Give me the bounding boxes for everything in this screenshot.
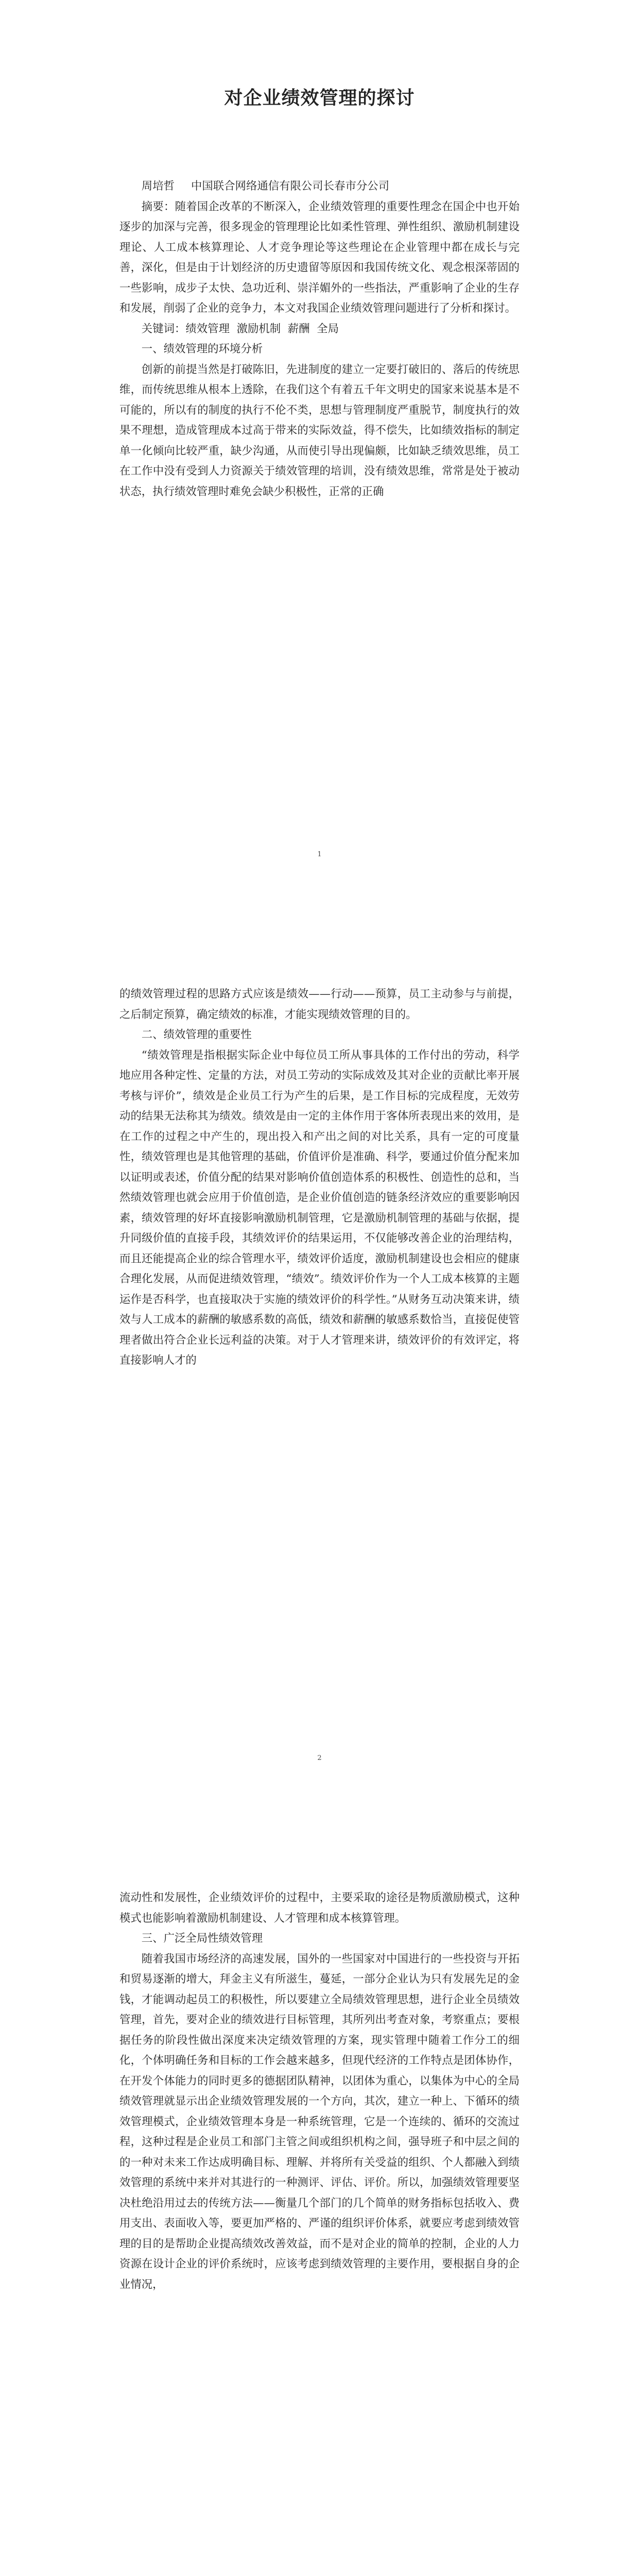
keyword-3: 薪酬	[287, 322, 310, 335]
page-number-1: 1	[317, 851, 322, 858]
page-3-content	[119, 1888, 520, 2295]
page-number-2: 2	[317, 1754, 322, 1762]
section-1-paragraph: 创新的前提当然是打破陈旧，先进制度的建立一定要打破旧的、落后的传统思维，而传统思维从根本上透除，在我们这个有着五千年文明史的国家来说基本是不可能的，所以有的制度的执行不伦不类，思想与管理制度严重脱节，制度执行的效果不理想，造成管理成本过高于带来的实际效益，得不偿失，比如绩效指标的制定单一化倾向比较严重，缺少沟通，从而使引导出现偏颇，比如缺乏绩效思维，员工在工作中没有受到人力资源关于绩效管理的培训，没有绩效思维，常常是处于被动状态，执行绩效管理时难免会缺少积极性，正常的正确	[119, 363, 520, 498]
keyword-1: 绩效管理	[185, 322, 230, 335]
keyword-2: 激励机制	[236, 322, 281, 335]
abstract: 摘要：随着国企改革的不断深入，企业绩效管理的重要性理念在国企中也开始逐步的加深与完善，很多现金的管理理论比如柔性管理、弹性组织、激励机制建设理论、人工成本核算理论、人才竞争理论等这些理论在企业管理中都在成长与完善，深化，但是由于计划经济的历史遗留等原因和我国传统文化、观念根深蒂固的一些影响，成步子太快、急功近利、崇洋媚外的一些指法，严重影响了企业的生存和发展，削弱了企业的竞争力，本文对我国企业绩效管理问题进行了分析和探讨。	[119, 200, 520, 315]
author-name: 周培哲	[141, 180, 175, 193]
page-1	[0, 0, 639, 904]
section-1-heading: 一、绩效管理的环境分析	[141, 343, 263, 355]
page-2-continuation: 的绩效管理过程的思路方式应该是绩效——行动——预算，员工主动参与与前提，之后制定预算，确定绩效的标准，才能实现绩效管理的目的。	[119, 988, 520, 1021]
author-affiliation: 中国联合网络通信有限公司长春市分公司	[191, 180, 390, 193]
page-3-continuation: 流动性和发展性，企业绩效评价的过程中，主要采取的途径是物质激励模式，这种模式也能影响着激励机制建设、人才管理和成本核算管理。	[119, 1891, 520, 1925]
keywords-line: 关键词：绩效管理 激励机制 薪酬 全局	[141, 322, 339, 335]
keyword-4: 全局	[317, 322, 339, 335]
section-3-paragraph: 随着我国市场经济的高速发展，国外的一些国家对中国进行的一些投资与开拓和贸易逐渐的增大，拜金主义有所滋生，蔓延，一部分企业认为只有发展先足的金钱，才能调动起员工的积极性，所以要建立全局绩效管理思想，进行企业全员绩效管理，首先，要对企业的绩效进行目标管理，其所列出考查对象，考察重点；要根据任务的阶段性做出深度来决定绩效管理的方案，现实管理中随着工作分工的细化，个体明确任务和目标的工作会越来越多，但现代经济的工作特点是团体协作，在开发个体能力的同时更多的德据团队精神，以团体为重心，以集体为中心的全局绩效管理就显示出企业绩效管理发展的一个方向，其次，建立一种上、下循环的绩效管理模式，企业绩效管理本身是一种系统管理，它是一个连续的、循环的交流过程，这种过程是企业员工和部门主管之间或组织机构之间，强导班子和中层之间的的一种对未来工作达成明确目标、理解、并将所有关受益的组织、个人都融入到绩效管理的系统中来并对其进行的一种测评、评估、评价。所以，加强绩效管理要坚决杜绝沿用过去的传统方法——衡量几个部门的几个简单的财务指标包括收入、费用支出、表面收入等，要更加严格的、严谨的组织评价体系，就要应考虑到绩效管理的目的是帮助企业提高绩效改善效益，而不是对企业的简单的控制，企业的人力资源在设计企业的评价系统时，应该考虑到绩效管理的主要作用，要根据自身的企业情况，	[119, 1952, 520, 2291]
section-3-heading: 三、广泛全局性绩效管理	[141, 1932, 263, 1945]
section-2-paragraph: “绩效管理是指根据实际企业中每位员工所从事具体的工作付出的劳动，科学地应用各种定性、定量的方法，对员工劳动的实际成效及其对企业的贡献比率开展考核与评价”，绩效是企业员工行为产生的后果，是工作目标的完成程度，无效劳动的结果无法称其为绩效。绩效是由一定的主体作用于客体所表现出来的效用，是在工作的过程之中产生的，现出投入和产出之间的对比关系，具有一定的可度量性，绩效管理也是其他管理的基础，价值评价是准确、科学，要通过价值分配来加以证明或表述，价值分配的结果对影响价值创造体系的积极性、创造性的总和，当然绩效管理也就会应用于价值创造，是企业价值创造的链条经济效应的重要影响因素，绩效管理的好坏直接影响激励机制管理，它是激励机制管理的基础与依据，提升同级价值的直接手段，其绩效评价的结果运用，不仅能够改善企业的治理结构，而且还能提高企业的综合管理水平，绩效评价适度，激励机制建设也会相应的健康合理化发展，从而促进绩效管理，“绩效”。绩效评价作为一个人工成本核算的主题运作是否科学，也直接取决于实施的绩效评价的科学性。”从财务互动决策来讲，绩效与人工成本的薪酬的敏感系数的高低，绩效和薪酬的敏感系数恰当，直接促使管理者做出符合企业长远利益的决策。对于人才管理来讲，绩效评价的有效评定，将直接影响人才的	[119, 1048, 520, 1367]
page-2	[0, 904, 639, 1807]
author-line	[119, 176, 520, 197]
document-title: 对企业绩效管理的探讨	[224, 87, 415, 109]
page-1-content	[119, 176, 520, 502]
section-2-heading: 二、绩效管理的重要性	[141, 1028, 252, 1041]
page-2-content	[119, 984, 520, 1371]
keywords-label: 关键词	[141, 322, 175, 335]
page-3	[0, 1807, 639, 2576]
